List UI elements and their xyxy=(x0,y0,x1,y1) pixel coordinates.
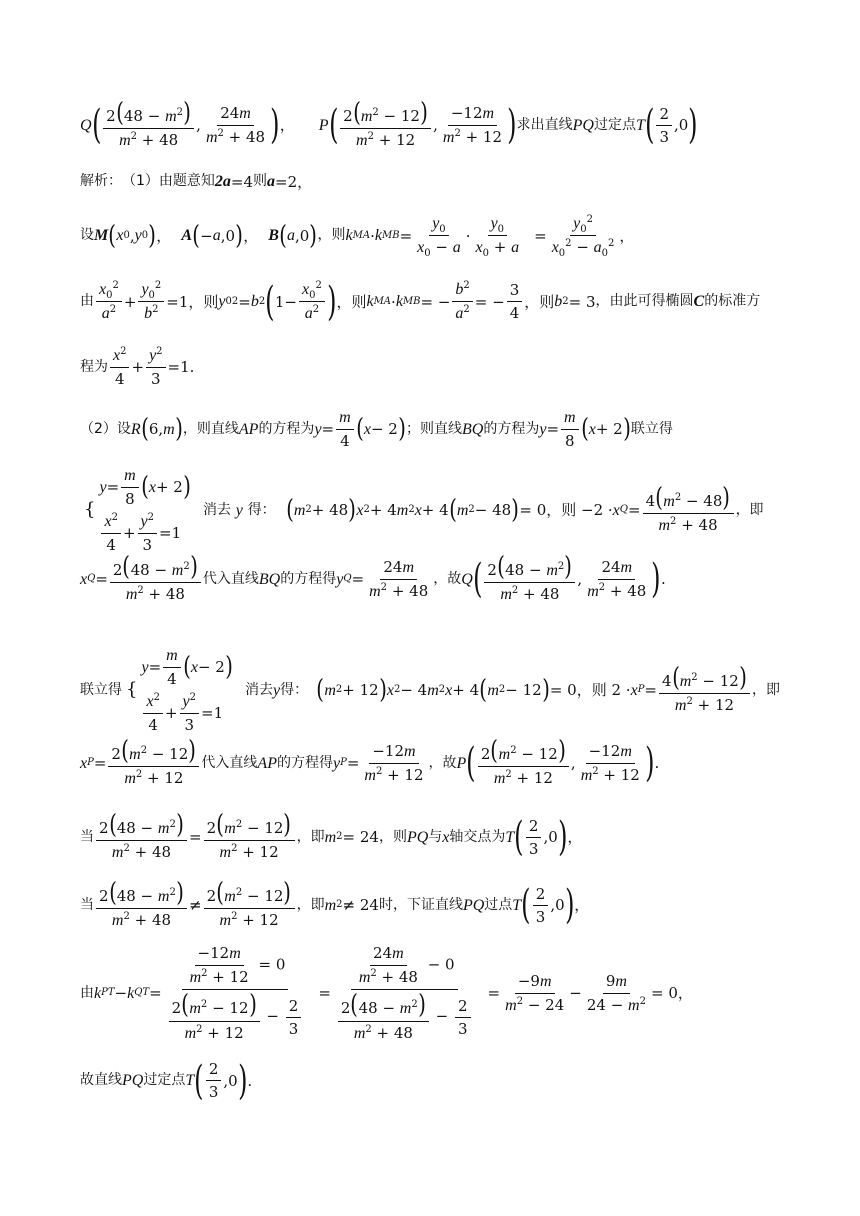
solution-q: x Q = $\frac{2(48 - m^2)}{m^2 + 48}$ 代入直线 BQ 的方程得 y Q = $\frac{24m}{m^2 + 48}$ ，故 Q ( $\frac{2(48 - m^2)}{m^2 + 48}$ , $\frac{24m}{m^2 + 48}$ ) . xyxy=(80,552,666,604)
analysis-part1: 解析： （1）由题意知 2a =4 则 a =2， xyxy=(80,172,313,191)
text: 求出直线 xyxy=(516,116,573,133)
analysis-slope-product: 设 M ( x 0 , y 0 ) ， A ( − a ,0 ) ， B ( a ,0 ) ，则 k MA · k MB = $\frac{y_0}{x_0 - a}$ · $\frac{y_0}{x_0 + a}$ = $\frac{y_0^2}{x_0^2 - a_0^2}$ ， xyxy=(80,214,635,260)
slope-difference: 由 k PT − k QT = $\frac{-12m}{m^2 + 12}$ = 0 $\frac{2(m^2 - 12)}{m^2 + 12}$ − $\frac{2}{3}$ = $\frac{24m}{m^2 + 48}$ − 0 $\frac{2(48 - m^2)}{m^2 + 48}$ − $\frac{2}{3}$ = $\frac{-9m}{m^2 - 24}$ − $\frac{9m}{24 - m^2}$ = 0， xyxy=(80,944,693,1042)
analysis-label: 解析： xyxy=(80,173,122,190)
system-ap-ellipse: 联立得 { y = $\frac{m}{4}$ ( x − 2 ) $\frac{x^2}{4}$ + $\frac{y^2}{3}$ =1 消去 y 得： ( m 2 + 12 ) x 2 − 4 m 2 x + 4 ( m 2 − 12 ) = 0，则 2 · x P = $\frac{4(m^2 - 12)}{m^2 + 12}$ ，即 xyxy=(80,647,780,735)
fraction: $\frac{2(48 - m^2)}{m^2 + 48}$ xyxy=(103,100,194,150)
system-bq-ellipse: { y = $\frac{m}{8}$ ( x + 2 ) $\frac{x^2}{4}$ + $\frac{y^2}{3}$ =1 消去 y 得： ( m 2 + 48 ) x 2 + 4 m 2 x + 4 ( m 2 − 48 ) = 0，则 −2 · x Q = $\frac{4(m^2 - 48)}{m^2 + 48}$ ，即 xyxy=(84,467,764,555)
analysis-ellipse-derivation: 由 $\frac{x_0^2}{a^2}$ + $\frac{y_0^2}{b^2}$ =1，则 y 0 2 = b 2 ( 1− $\frac{x_0^2}{a^2}$ ) ，则 k MA · k MB = − $\frac{b^2}{a^2}$ = − $\frac{3}{4}$ ，则 b 2 = 3 ，由此可得椭圆 C 的标准方 xyxy=(80,278,761,325)
analysis-ellipse-equation: 程为 $\frac{x^2}{4}$ + $\frac{y^2}{3}$ =1. xyxy=(80,346,195,389)
analysis-part2: （2）设 R ( 6, m ) ，则直线 AP 的方程为 y = $\frac{m}{4}$ ( x − 2 ) ；则直线 BQ 的方程为 y = $\frac{m}{8}$ ( x + 2 ) 联立得 xyxy=(80,409,673,451)
case-not-equal: 当 $\frac{2(48 - m^2)}{m^2 + 48}$ ≠ $\frac{2(m^2 - 12)}{m^2 + 12}$ ，即 m 2 ≠ 24 时，下证直线 PQ 过点 T ( $\frac{2}{3}$ ,0 ) ， xyxy=(80,878,590,930)
solution-p: x P = $\frac{2(m^2 - 12)}{m^2 + 12}$ 代入直线 AP 的方程得 y P = $\frac{-12m}{m^2 + 12}$ ，故 P ( $\frac{2(m^2 - 12)}{m^2 + 12}$ , $\frac{-12m}{m^2 + 12}$ ) . xyxy=(80,736,660,788)
conclusion: 故直线 PQ 过定点 T ( $\frac{2}{3}$ ,0 ) . xyxy=(80,1057,253,1104)
case-equal: 当 $\frac{2(48 - m^2)}{m^2 + 48}$ = $\frac{2(m^2 - 12)}{m^2 + 12}$ ，即 m 2 = 24 ，则 PQ 与 x 轴交点为 T ( $\frac{2}{3}$ ,0 ) ， xyxy=(80,810,583,862)
line-coordinates-summary: Q ( $\frac{2(48 - m^2)}{m^2 + 48}$ , $\frac{24m}{m^2 + 48}$ ) ， P ( $\frac{2(m^2 - 12)}{m^2 + 12}$ , $\frac{-12m}{m^2 + 12}$ ) 求出直线 PQ 过定点 T ( $\frac{2}{3}$ ,0 ) xyxy=(80,98,698,150)
